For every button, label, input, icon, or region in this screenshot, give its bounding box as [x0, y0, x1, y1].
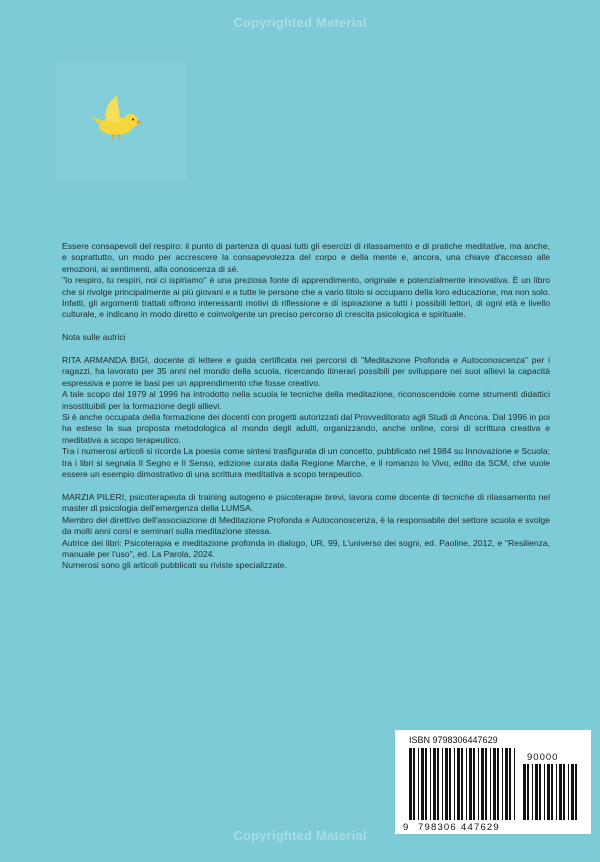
barcode-digit-first: 9 — [403, 822, 410, 833]
barcode-bar — [514, 748, 515, 820]
barcode-bar — [532, 764, 533, 820]
barcode-bar — [454, 748, 455, 820]
barcode-bar — [527, 764, 529, 820]
watermark-top: Copyrighted Material — [233, 15, 367, 30]
barcode-bar — [505, 748, 508, 820]
barcode-bar — [481, 748, 484, 820]
barcode-bar — [425, 748, 427, 820]
barcode-bar — [473, 748, 475, 820]
barcode-bar — [469, 748, 472, 820]
barcode-digits-right: 447629 — [461, 822, 500, 833]
author2-paragraph: MARZIA PILERI, psicoterapeuta di training autogeno e psicoterapie brevi, lavora come docente di tecniche di rilassamento nel master di psicologia dell'emergenza della LUMSA. — [62, 491, 550, 514]
barcode-bar — [449, 748, 451, 820]
barcode-bar — [461, 748, 463, 820]
barcode-bar — [551, 764, 553, 820]
barcode-digits-left: 798306 — [418, 822, 457, 833]
author1-paragraph: RITA ARMANDA BIGI, docente di lettere e guida certificata nei percorsi di "Meditazione Profonda e Autoconoscenza" per i ragazzi, ha lavorato per 35 anni nel mondo della scuola, ricercando itinerari possibili per sviluppare nei suoi allievi la capacità espressiva e porre le basi per un apprendimento che fosse creativo. — [62, 355, 550, 388]
barcode-bar — [445, 748, 448, 820]
price-code: 90000 — [527, 752, 559, 763]
barcode-bar — [559, 764, 562, 820]
barcode-bar — [490, 748, 491, 820]
barcode-bar — [523, 764, 526, 820]
watermark-bottom: Copyrighted Material — [233, 828, 367, 843]
barcode-bar — [421, 748, 424, 820]
barcode-bar — [437, 748, 439, 820]
barcode-bar — [539, 764, 541, 820]
author2-paragraph: Membro del direttivo dell'associazione di Meditazione Profonda e Autoconoscenza, è la responsabile del settore scuola e svolge da molti anni corsi e seminari sulla meditazione stessa. — [62, 514, 550, 537]
back-cover-text — [62, 241, 550, 572]
author2-paragraph: Autrice dei libri: Psicoterapia e meditazione profonda in dialogo, UR, 99, L'universo dei sogni, ed. Paoline, 2012, e "Resilienza, manuale per l'uso", ed. La Parola, 2024. — [62, 537, 550, 559]
barcode-bar — [502, 748, 503, 820]
bird-illustration — [90, 94, 146, 142]
barcode-bar — [413, 748, 415, 820]
barcode-bar — [563, 764, 565, 820]
author2-paragraph: Numerosi sono gli articoli pubblicati su riviste specializzate. — [62, 560, 287, 571]
barcode-bar — [535, 764, 538, 820]
barcode-bar — [556, 764, 557, 820]
author1-paragraph: Si è anche occupata della formazione dei docenti con progetti autorizzati dal Provveditorato agli Studi di Ancona. Dal 1996 in poi ha esteso la sua proposta metodologica al mondo degli adulti, organizzando, anche online, corsi di scrittura creativa e meditativa a scopo terapeutico. — [62, 412, 550, 445]
barcode-bar — [457, 748, 460, 820]
barcode-bars — [395, 730, 591, 834]
barcode-bar — [430, 748, 431, 820]
barcode-bar — [547, 764, 550, 820]
barcode-bar — [433, 748, 436, 820]
author1-paragraph: A tale scopo dal 1979 al 1996 ha introdotto nella scuola le tecniche della meditazione, riconoscendole come strumenti didattici insostituibili per la formazione degli allievi. — [62, 389, 550, 411]
barcode-bar — [418, 748, 419, 820]
barcode-bar — [466, 748, 467, 820]
barcode-panel — [395, 730, 591, 834]
barcode-bar — [575, 764, 577, 820]
barcode-bar — [493, 748, 496, 820]
barcode-bar — [409, 748, 412, 820]
intro-paragraph: "Io respiro, tu respiri, noi ci ispiriamo" è una preziosa fonte di apprendimento, originale e potenzialmente innovativa. È un libro che si rivolge principalmente ai più giovani e a tutte le persone che a vario titolo si occupano della loro educazione, ma non solo. Infatti, gli argomenti trattati offrono interessanti motivi di riflessione e di ispirazione a tutti i possibili lettori, di ogni età e livello culturale, e indicano in modo diretto e coinvolgente un preciso percorso di crescita psicologica e spirituale. — [62, 275, 550, 320]
barcode-bar — [485, 748, 487, 820]
notes-heading: Nota sulle autrici — [62, 332, 126, 343]
barcode-bar — [442, 748, 443, 820]
intro-paragraph: Essere consapevoli del respiro: il punto di partenza di quasi tutti gli esercizi di rilassamento e di pratiche meditative, ma anche, e soprattutto, un modo per accrescere la consapevolezza del corpo e della mente e, ancora, una chiave d'accesso alle emozioni, ai sentimenti, alla conoscenza di sé. — [62, 241, 550, 274]
barcode-bar — [509, 748, 511, 820]
author1-paragraph: Tra i numerosi articoli si ricorda La poesia come sintesi trasfigurata di un concetto, pubblicato nel 1984 su Innovazione e Scuola; tra i libri si segnala Il Segno e Il Senso, edizione curata dalla Regione Marche, e il romanzo Io Vivo, edito da SCM, che vuole essere un esempio dimostrativo di una scrittura meditativa a scopo terapeutico. — [62, 446, 550, 480]
barcode-bar — [478, 748, 479, 820]
barcode-bar — [571, 764, 574, 820]
barcode-bar — [497, 748, 499, 820]
barcode-bar — [544, 764, 545, 820]
isbn-label: ISBN 9798306447629 — [409, 735, 498, 745]
barcode-bar — [568, 764, 569, 820]
